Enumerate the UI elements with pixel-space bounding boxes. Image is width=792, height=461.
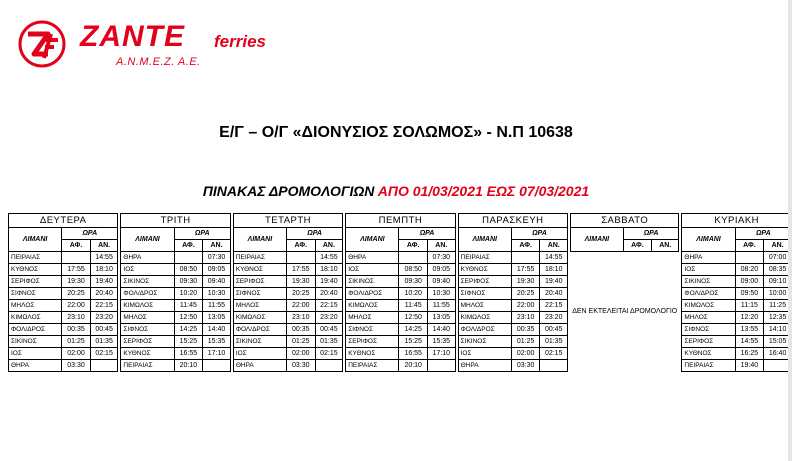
- departure-cell: 15:25: [399, 336, 428, 348]
- departure-header: ΑΦ.: [287, 240, 316, 252]
- brand-name: ZANTE: [80, 20, 185, 53]
- day-header: ΚΥΡΙΑΚΗ: [682, 214, 792, 228]
- arrival-cell: 14:40: [428, 324, 456, 336]
- column-gap: [568, 288, 571, 300]
- departure-header: ΑΦ.: [511, 240, 540, 252]
- arrival-cell: 16:40: [764, 348, 792, 360]
- departure-header: ΑΦ.: [735, 240, 764, 252]
- departure-cell: [735, 252, 764, 264]
- departure-cell: [399, 252, 428, 264]
- day-header: ΤΡΙΤΗ: [121, 214, 230, 228]
- company-logo: [18, 20, 318, 72]
- port-cell: ΦΟΛ/ΔΡΟΣ: [458, 324, 511, 336]
- departure-cell: 20:10: [174, 360, 203, 372]
- departure-cell: 14:25: [174, 324, 203, 336]
- departure-cell: 10:20: [174, 288, 203, 300]
- arrival-header: ΑΝ.: [540, 240, 568, 252]
- port-cell: ΣΙΚΙΝΟΣ: [682, 276, 735, 288]
- schedule-subtitle: [0, 183, 792, 199]
- departure-cell: 16:55: [399, 348, 428, 360]
- arrival-cell: 19:40: [90, 276, 118, 288]
- port-cell: ΚΙΜΩΛΟΣ: [346, 300, 399, 312]
- arrival-cell: 22:15: [540, 300, 568, 312]
- departure-cell: 10:20: [399, 288, 428, 300]
- arrival-cell: 11:25: [764, 300, 792, 312]
- departure-cell: [174, 252, 203, 264]
- port-cell: ΣΙΦΝΟΣ: [346, 324, 399, 336]
- arrival-cell: 12:35: [764, 312, 792, 324]
- arrival-cell: 20:40: [540, 288, 568, 300]
- departure-cell: 20:10: [399, 360, 428, 372]
- port-column-header: ΛΙΜΑΝΙ: [458, 228, 511, 252]
- departure-cell: 17:55: [287, 264, 316, 276]
- column-gap: [230, 240, 233, 252]
- departure-cell: 17:55: [511, 264, 540, 276]
- time-column-header: ΩΡΑ: [511, 228, 567, 240]
- arrival-cell: 11:55: [203, 300, 231, 312]
- departure-cell: 16:55: [174, 348, 203, 360]
- departure-cell: 15:25: [174, 336, 203, 348]
- departure-cell: 01:25: [511, 336, 540, 348]
- port-cell: ΙΟΣ: [9, 348, 62, 360]
- departure-cell: 01:25: [62, 336, 91, 348]
- port-cell: ΘΗΡΑ: [9, 360, 62, 372]
- departure-cell: 23:10: [62, 312, 91, 324]
- arrival-cell: 00:45: [315, 324, 343, 336]
- departure-cell: 03:30: [62, 360, 91, 372]
- port-cell: ΣΙΦΝΟΣ: [458, 288, 511, 300]
- arrival-cell: 19:40: [540, 276, 568, 288]
- port-cell: ΘΗΡΑ: [233, 360, 286, 372]
- port-cell: ΘΗΡΑ: [458, 360, 511, 372]
- port-column-header: ΛΙΜΑΝΙ: [682, 228, 735, 252]
- arrival-cell: 20:40: [315, 288, 343, 300]
- page-edge: [788, 0, 792, 461]
- port-cell: ΜΗΛΟΣ: [458, 300, 511, 312]
- arrival-header: ΑΝ.: [203, 240, 231, 252]
- port-cell: ΣΕΡΙΦΟΣ: [233, 276, 286, 288]
- arrival-cell: 17:10: [203, 348, 231, 360]
- port-cell: ΚΥΘΝΟΣ: [346, 348, 399, 360]
- arrival-cell: 10:00: [764, 288, 792, 300]
- arrival-cell: 23:20: [90, 312, 118, 324]
- port-cell: ΚΥΘΝΟΣ: [233, 264, 286, 276]
- departure-cell: 20:25: [287, 288, 316, 300]
- departure-header: ΑΦ.: [623, 240, 651, 252]
- day-header: ΔΕΥΤΕΡΑ: [9, 214, 118, 228]
- arrival-cell: 20:40: [90, 288, 118, 300]
- port-cell: ΜΗΛΟΣ: [121, 312, 174, 324]
- port-cell: ΚΙΜΩΛΟΣ: [682, 300, 735, 312]
- departure-cell: 16:25: [735, 348, 764, 360]
- departure-cell: 19:30: [511, 276, 540, 288]
- page-title: Ε/Γ – Ο/Γ «ΔΙΟΝΥΣΙΟΣ ΣΟΛΩΜΟΣ» - Ν.Π 10638: [219, 124, 573, 141]
- time-column-header: ΩΡΑ: [62, 228, 118, 240]
- departure-cell: 08:50: [399, 264, 428, 276]
- zf-badge-icon: [18, 20, 66, 68]
- port-column-header: ΛΙΜΑΝΙ: [121, 228, 174, 252]
- port-cell: ΚΥΘΝΟΣ: [9, 264, 62, 276]
- port-cell: ΘΗΡΑ: [346, 252, 399, 264]
- departure-cell: 14:25: [399, 324, 428, 336]
- port-cell: ΣΙΦΝΟΣ: [121, 324, 174, 336]
- arrival-cell: 22:15: [315, 300, 343, 312]
- arrival-header: ΑΝ.: [90, 240, 118, 252]
- arrival-cell: 07:00: [764, 252, 792, 264]
- arrival-cell: 09:05: [203, 264, 231, 276]
- column-gap: [679, 240, 682, 252]
- arrival-cell: 08:35: [764, 264, 792, 276]
- port-cell: ΦΟΛ/ΔΡΟΣ: [346, 288, 399, 300]
- arrival-cell: 10:30: [428, 288, 456, 300]
- departure-cell: 02:00: [511, 348, 540, 360]
- departure-cell: 12:50: [399, 312, 428, 324]
- column-gap: [568, 240, 571, 252]
- arrival-cell: 13:05: [203, 312, 231, 324]
- port-cell: ΙΟΣ: [682, 264, 735, 276]
- port-cell: ΠΕΙΡΑΙΑΣ: [9, 252, 62, 264]
- column-gap: [568, 300, 571, 312]
- day-header: ΠΕΜΠΤΗ: [346, 214, 455, 228]
- time-column-header: ΩΡΑ: [399, 228, 455, 240]
- arrival-cell: 23:20: [540, 312, 568, 324]
- column-gap: [455, 240, 458, 252]
- arrival-cell: [428, 360, 456, 372]
- port-cell: ΚΙΜΩΛΟΣ: [121, 300, 174, 312]
- arrival-cell: 10:30: [203, 288, 231, 300]
- arrival-cell: 00:45: [540, 324, 568, 336]
- arrival-cell: 09:05: [428, 264, 456, 276]
- port-cell: ΣΙΚΙΝΟΣ: [233, 336, 286, 348]
- departure-cell: 02:00: [62, 348, 91, 360]
- port-cell: ΚΙΜΩΛΟΣ: [233, 312, 286, 324]
- column-gap: [568, 312, 571, 324]
- departure-cell: 23:10: [287, 312, 316, 324]
- departure-cell: 20:25: [62, 288, 91, 300]
- departure-cell: 02:00: [287, 348, 316, 360]
- arrival-cell: 14:40: [203, 324, 231, 336]
- column-gap: [343, 240, 346, 252]
- arrival-cell: 09:10: [764, 276, 792, 288]
- arrival-cell: 15:05: [764, 336, 792, 348]
- port-cell: ΙΟΣ: [346, 264, 399, 276]
- port-cell: ΜΗΛΟΣ: [682, 312, 735, 324]
- arrival-cell: 00:45: [90, 324, 118, 336]
- arrival-cell: 14:55: [540, 252, 568, 264]
- arrival-cell: 14:55: [90, 252, 118, 264]
- time-column-header: ΩΡΑ: [735, 228, 791, 240]
- subtitle-label: ΠΙΝΑΚΑΣ ΔΡΟΜΟΛΟΓΙΩΝ: [202, 183, 378, 199]
- port-cell: ΣΕΡΙΦΟΣ: [9, 276, 62, 288]
- arrival-header: ΑΝ.: [764, 240, 792, 252]
- departure-cell: 00:35: [511, 324, 540, 336]
- port-cell: ΚΙΜΩΛΟΣ: [9, 312, 62, 324]
- arrival-cell: 15:35: [428, 336, 456, 348]
- port-cell: ΚΥΘΝΟΣ: [682, 348, 735, 360]
- table-row: [9, 252, 792, 264]
- departure-cell: 17:55: [62, 264, 91, 276]
- arrival-cell: 22:15: [90, 300, 118, 312]
- subtitle-date-range: ΑΠΟ 01/03/2021 ΕΩΣ 07/03/2021: [377, 183, 590, 199]
- departure-cell: 11:15: [735, 300, 764, 312]
- departure-cell: 00:35: [62, 324, 91, 336]
- arrival-cell: 02:15: [90, 348, 118, 360]
- arrival-header: ΑΝ.: [652, 240, 679, 252]
- port-cell: ΠΕΙΡΑΙΑΣ: [233, 252, 286, 264]
- arrival-cell: 07:30: [428, 252, 456, 264]
- departure-cell: 22:00: [287, 300, 316, 312]
- arrival-cell: 19:40: [315, 276, 343, 288]
- departure-cell: 01:25: [287, 336, 316, 348]
- port-column-header: ΛΙΜΑΝΙ: [233, 228, 286, 252]
- port-cell: ΣΙΚΙΝΟΣ: [458, 336, 511, 348]
- time-column-header: ΩΡΑ: [287, 228, 343, 240]
- port-cell: ΠΕΙΡΑΙΑΣ: [458, 252, 511, 264]
- arrival-cell: [90, 360, 118, 372]
- departure-cell: 09:30: [399, 276, 428, 288]
- port-cell: ΜΗΛΟΣ: [9, 300, 62, 312]
- departure-cell: 22:00: [62, 300, 91, 312]
- port-cell: ΣΙΦΝΟΣ: [233, 288, 286, 300]
- time-column-header: ΩΡΑ: [623, 228, 679, 240]
- port-cell: ΦΟΛ/ΔΡΟΣ: [233, 324, 286, 336]
- brand-sub: ferries: [214, 32, 266, 51]
- day-header: ΤΕΤΑΡΤΗ: [233, 214, 342, 228]
- port-cell: ΦΟΛ/ΔΡΟΣ: [682, 288, 735, 300]
- port-cell: ΣΙΦΝΟΣ: [682, 324, 735, 336]
- departure-cell: 12:50: [174, 312, 203, 324]
- port-column-header: ΛΙΜΑΝΙ: [346, 228, 399, 252]
- departure-cell: 12:20: [735, 312, 764, 324]
- departure-cell: [511, 252, 540, 264]
- departure-cell: 20:25: [511, 288, 540, 300]
- port-cell: ΣΙΚΙΝΟΣ: [346, 276, 399, 288]
- departure-cell: 09:00: [735, 276, 764, 288]
- port-column-header: ΛΙΜΑΝΙ: [9, 228, 62, 252]
- departure-cell: 13:55: [735, 324, 764, 336]
- departure-cell: [62, 252, 91, 264]
- column-gap: [568, 276, 571, 288]
- port-cell: ΣΙΚΙΝΟΣ: [9, 336, 62, 348]
- arrival-cell: 01:35: [540, 336, 568, 348]
- arrival-header: ΑΝ.: [428, 240, 456, 252]
- port-cell: ΘΗΡΑ: [682, 252, 735, 264]
- port-column-header: ΛΙΜΑΝΙ: [571, 228, 624, 252]
- arrival-cell: 02:15: [315, 348, 343, 360]
- column-gap: [568, 324, 571, 336]
- port-cell: ΣΙΦΝΟΣ: [9, 288, 62, 300]
- departure-cell: 19:30: [287, 276, 316, 288]
- arrival-cell: 11:55: [428, 300, 456, 312]
- column-gap: [118, 240, 121, 252]
- port-cell: ΦΟΛ/ΔΡΟΣ: [9, 324, 62, 336]
- port-cell: ΙΟΣ: [233, 348, 286, 360]
- departure-cell: 11:45: [399, 300, 428, 312]
- departure-cell: 19:30: [62, 276, 91, 288]
- port-cell: ΜΗΛΟΣ: [346, 312, 399, 324]
- port-cell: ΜΗΛΟΣ: [233, 300, 286, 312]
- arrival-cell: 14:55: [315, 252, 343, 264]
- departure-header: ΑΦ.: [174, 240, 203, 252]
- arrival-cell: 01:35: [315, 336, 343, 348]
- arrival-cell: 23:20: [315, 312, 343, 324]
- departure-cell: 19:40: [735, 360, 764, 372]
- departure-cell: 11:45: [174, 300, 203, 312]
- port-cell: ΚΙΜΩΛΟΣ: [458, 312, 511, 324]
- departure-header: ΑΦ.: [399, 240, 428, 252]
- departure-cell: 09:30: [174, 276, 203, 288]
- arrival-cell: 18:10: [90, 264, 118, 276]
- port-cell: ΠΕΙΡΑΙΑΣ: [682, 360, 735, 372]
- port-cell: ΠΕΙΡΑΙΑΣ: [346, 360, 399, 372]
- company-name: Α.Ν.Μ.Ε.Ζ. Α.Ε.: [116, 56, 201, 68]
- arrival-cell: [203, 360, 231, 372]
- port-cell: ΣΕΡΙΦΟΣ: [682, 336, 735, 348]
- day-header: ΣΑΒΒΑΤΟ: [571, 214, 679, 228]
- departure-cell: 09:50: [735, 288, 764, 300]
- arrival-cell: 02:15: [540, 348, 568, 360]
- departure-cell: 08:50: [174, 264, 203, 276]
- arrival-cell: 07:30: [203, 252, 231, 264]
- day-header: ΠΑΡΑΣΚΕΥΗ: [458, 214, 567, 228]
- column-gap: [568, 348, 571, 360]
- arrival-cell: 17:10: [428, 348, 456, 360]
- column-gap: [568, 336, 571, 348]
- arrival-cell: 18:10: [540, 264, 568, 276]
- arrival-cell: 14:10: [764, 324, 792, 336]
- port-cell: ΣΕΡΙΦΟΣ: [346, 336, 399, 348]
- port-cell: ΦΟΛ/ΔΡΟΣ: [121, 288, 174, 300]
- departure-cell: 00:35: [287, 324, 316, 336]
- column-gap: [568, 264, 571, 276]
- departure-cell: 03:30: [511, 360, 540, 372]
- departure-cell: 08:20: [735, 264, 764, 276]
- arrival-cell: [315, 360, 343, 372]
- time-column-header: ΩΡΑ: [174, 228, 230, 240]
- port-cell: ΣΕΡΙΦΟΣ: [121, 336, 174, 348]
- port-cell: ΚΥΘΝΟΣ: [458, 264, 511, 276]
- arrival-cell: 15:35: [203, 336, 231, 348]
- arrival-cell: 09:40: [428, 276, 456, 288]
- departure-cell: 03:30: [287, 360, 316, 372]
- departure-cell: 14:55: [735, 336, 764, 348]
- column-gap: [568, 360, 571, 372]
- departure-cell: [287, 252, 316, 264]
- departure-header: ΑΦ.: [62, 240, 91, 252]
- port-cell: ΙΟΣ: [458, 348, 511, 360]
- departure-cell: 22:00: [511, 300, 540, 312]
- port-cell: ΠΕΙΡΑΙΑΣ: [121, 360, 174, 372]
- port-cell: ΘΗΡΑ: [121, 252, 174, 264]
- schedule-table: [8, 213, 792, 372]
- arrival-header: ΑΝ.: [315, 240, 343, 252]
- arrival-cell: 18:10: [315, 264, 343, 276]
- arrival-cell: 13:05: [428, 312, 456, 324]
- arrival-cell: 09:40: [203, 276, 231, 288]
- arrival-cell: 01:35: [90, 336, 118, 348]
- departure-cell: 23:10: [511, 312, 540, 324]
- port-cell: ΚΥΘΝΟΣ: [121, 348, 174, 360]
- arrival-cell: [540, 360, 568, 372]
- port-cell: ΣΙΚΙΝΟΣ: [121, 276, 174, 288]
- port-cell: ΣΕΡΙΦΟΣ: [458, 276, 511, 288]
- port-cell: ΙΟΣ: [121, 264, 174, 276]
- no-service-notice: ΔΕΝ ΕΚΤΕΛΕΙΤΑΙ ΔΡΟΜΟΛΟΓΙΟ: [572, 307, 678, 315]
